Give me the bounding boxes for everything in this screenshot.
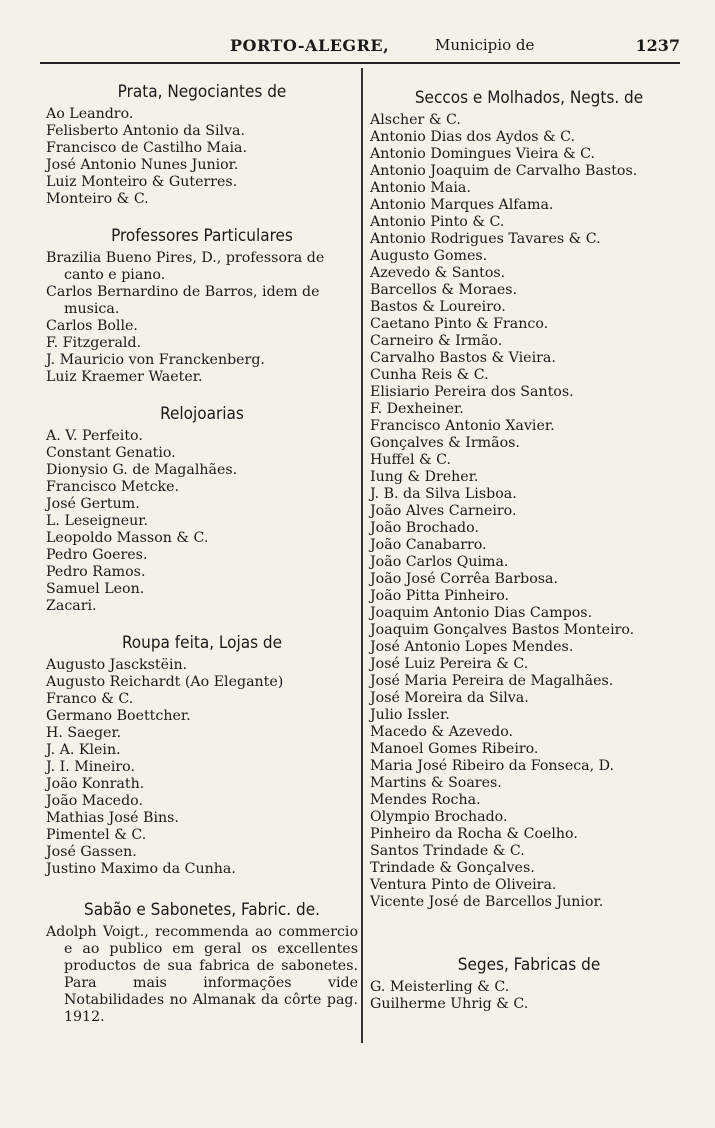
directory-entry: Martins & Soares. [370, 775, 502, 791]
header-title: PORTO-ALEGRE, [230, 36, 390, 55]
directory-entry: Julio Issler. [370, 707, 450, 723]
directory-entry: Santos Trindade & C. [370, 843, 525, 859]
directory-entry: Justino Maximo da Cunha. [46, 861, 236, 877]
directory-entry: Maria José Ribeiro da Fonseca, D. [370, 758, 615, 774]
directory-entry: A. V. Perfeito. [46, 428, 143, 444]
directory-entry: Augusto Gomes. [370, 248, 488, 264]
directory-entry: J. A. Klein. [46, 742, 121, 758]
section-title: Sabão e Sabonetes, Fabric. de. [84, 900, 320, 920]
directory-entry: Carlos Bernardino de Barros, idem de musica. [46, 284, 320, 317]
directory-entry: Ao Leandro. [46, 106, 134, 122]
section-gap [46, 615, 358, 633]
directory-entry: Carlos Bolle. [46, 318, 138, 334]
directory-entry: Constant Genatio. [46, 445, 176, 461]
directory-entry: Franco & C. [46, 691, 134, 707]
directory-entry: Brazilia Bueno Pires, D., professora de canto e piano. [46, 250, 325, 283]
directory-entry: J. B. da Silva Lisboa. [370, 486, 517, 502]
directory-entry: Monteiro & C. [46, 191, 149, 207]
directory-entry: Guilherme Uhrig & C. [370, 996, 529, 1012]
directory-entry: Felisberto Antonio da Silva. [46, 123, 246, 139]
right-column [370, 88, 688, 1013]
directory-entry: João José Corrêa Barbosa. [370, 571, 559, 587]
directory-entry: J. Mauricio von Franckenberg. [46, 352, 265, 368]
header-rule [40, 62, 680, 64]
directory-entry: Germano Boettcher. [46, 708, 191, 724]
directory-entry: Elisiario Pereira dos Santos. [370, 384, 574, 400]
page-number: 1237 [635, 36, 680, 55]
directory-entry: Iung & Dreher. [370, 469, 479, 485]
page-header [40, 34, 680, 60]
directory-entry: Luiz Kraemer Waeter. [46, 369, 203, 385]
section-gap [46, 386, 358, 404]
directory-entry: Francisco de Castilho Maia. [46, 140, 248, 156]
directory-entry: Manoel Gomes Ribeiro. [370, 741, 539, 757]
header-subtitle: Municipio de [435, 36, 535, 54]
section-title: Relojoarias [160, 404, 244, 424]
section-title: Prata, Negociantes de [117, 82, 287, 102]
directory-entry: Barcellos & Moraes. [370, 282, 518, 298]
directory-entry: Antonio Maia. [370, 180, 471, 196]
directory-entry: L. Leseigneur. [46, 513, 148, 529]
section-title: Professores Particulares [111, 226, 293, 246]
section-title: Roupa feita, Lojas de [121, 633, 283, 653]
directory-entry: Francisco Metcke. [46, 479, 180, 495]
directory-entry: Antonio Marques Alfama. [370, 197, 554, 213]
directory-entry: Zacari. [46, 598, 97, 614]
directory-entry: Bastos & Loureiro. [370, 299, 506, 315]
directory-entry: Macedo & Azevedo. [370, 724, 514, 740]
directory-entry: H. Saeger. [46, 725, 122, 741]
directory-entry: Pedro Goeres. [46, 547, 148, 563]
directory-entry: Antonio Rodrigues Tavares & C. [370, 231, 601, 247]
section-title: Seccos e Molhados, Negts. de [414, 88, 644, 108]
section-gap [370, 911, 688, 955]
directory-entry: J. I. Mineiro. [46, 759, 135, 775]
directory-entry: Carneiro & Irmão. [370, 333, 503, 349]
directory-entry: Luiz Monteiro & Guterres. [46, 174, 238, 190]
directory-entry: Azevedo & Santos. [370, 265, 506, 281]
directory-entry: Pinheiro da Rocha & Coelho. [370, 826, 578, 842]
section-title: Seges, Fabricas de [457, 955, 601, 975]
directory-entry: João Konrath. [46, 776, 145, 792]
directory-entry: Antonio Dias dos Aydos & C. [370, 129, 576, 145]
directory-entry: Antonio Domingues Vieira & C. [370, 146, 596, 162]
directory-entry: José Luiz Pereira & C. [370, 656, 529, 672]
directory-entry: José Maria Pereira de Magalhães. [370, 673, 614, 689]
directory-entry: Antonio Pinto & C. [370, 214, 505, 230]
directory-entry: Alscher & C. [370, 112, 461, 128]
directory-entry: Ventura Pinto de Oliveira. [370, 877, 557, 893]
directory-entry: F. Fitzgerald. [46, 335, 142, 351]
directory-entry: Trindade & Gonçalves. [370, 860, 535, 876]
directory-entry: F. Dexheiner. [370, 401, 464, 417]
directory-entry: João Alves Carneiro. [370, 503, 517, 519]
directory-entry: Antonio Joaquim de Carvalho Bastos. [370, 163, 638, 179]
section-gap [46, 208, 358, 226]
directory-entry: João Macedo. [46, 793, 143, 809]
directory-entry: José Gertum. [46, 496, 140, 512]
directory-entry: José Gassen. [46, 844, 137, 860]
directory-entry: José Antonio Lopes Mendes. [370, 639, 574, 655]
column-divider [361, 68, 363, 1043]
directory-entry: Francisco Antonio Xavier. [370, 418, 555, 434]
directory-entry: Joaquim Gonçalves Bastos Monteiro. [370, 622, 635, 638]
directory-entry: Augusto Jasckstëin. [46, 657, 188, 673]
left-column [46, 82, 358, 1026]
directory-entry: Joaquim Antonio Dias Campos. [370, 605, 593, 621]
directory-entry: Pimentel & C. [46, 827, 147, 843]
directory-entry: João Carlos Quima. [370, 554, 509, 570]
directory-entry: G. Meisterling & C. [370, 979, 510, 995]
directory-entry: João Canabarro. [370, 537, 487, 553]
directory-entry: Gonçalves & Irmãos. [370, 435, 520, 451]
directory-entry: Leopoldo Masson & C. [46, 530, 209, 546]
directory-entry: Huffel & C. [370, 452, 452, 468]
directory-entry: João Brochado. [370, 520, 479, 536]
advertisement-paragraph: Adolph Voigt., recommenda ao commercio e ao publico em geral os excellentes productos de sua fabrica de sabonetes. Para mais informações vide Notabilidades no Almanak da côrte pag. 1912. [46, 924, 358, 1025]
directory-entry: José Antonio Nunes Junior. [46, 157, 239, 173]
directory-entry: Pedro Ramos. [46, 564, 146, 580]
directory-entry: Samuel Leon. [46, 581, 145, 597]
directory-entry: Olympio Brochado. [370, 809, 508, 825]
directory-entry: Augusto Reichardt (Ao Elegante) [46, 674, 284, 690]
directory-entry: Vicente José de Barcellos Junior. [370, 894, 604, 910]
directory-entry: João Pitta Pinheiro. [370, 588, 510, 604]
directory-entry: Cunha Reis & C. [370, 367, 489, 383]
directory-entry: Dionysio G. de Magalhães. [46, 462, 238, 478]
directory-entry: Carvalho Bastos & Vieira. [370, 350, 556, 366]
directory-entry: Mendes Rocha. [370, 792, 481, 808]
directory-entry: José Moreira da Silva. [370, 690, 529, 706]
directory-entry: Caetano Pinto & Franco. [370, 316, 549, 332]
section-gap [46, 878, 358, 900]
directory-entry: Mathias José Bins. [46, 810, 179, 826]
